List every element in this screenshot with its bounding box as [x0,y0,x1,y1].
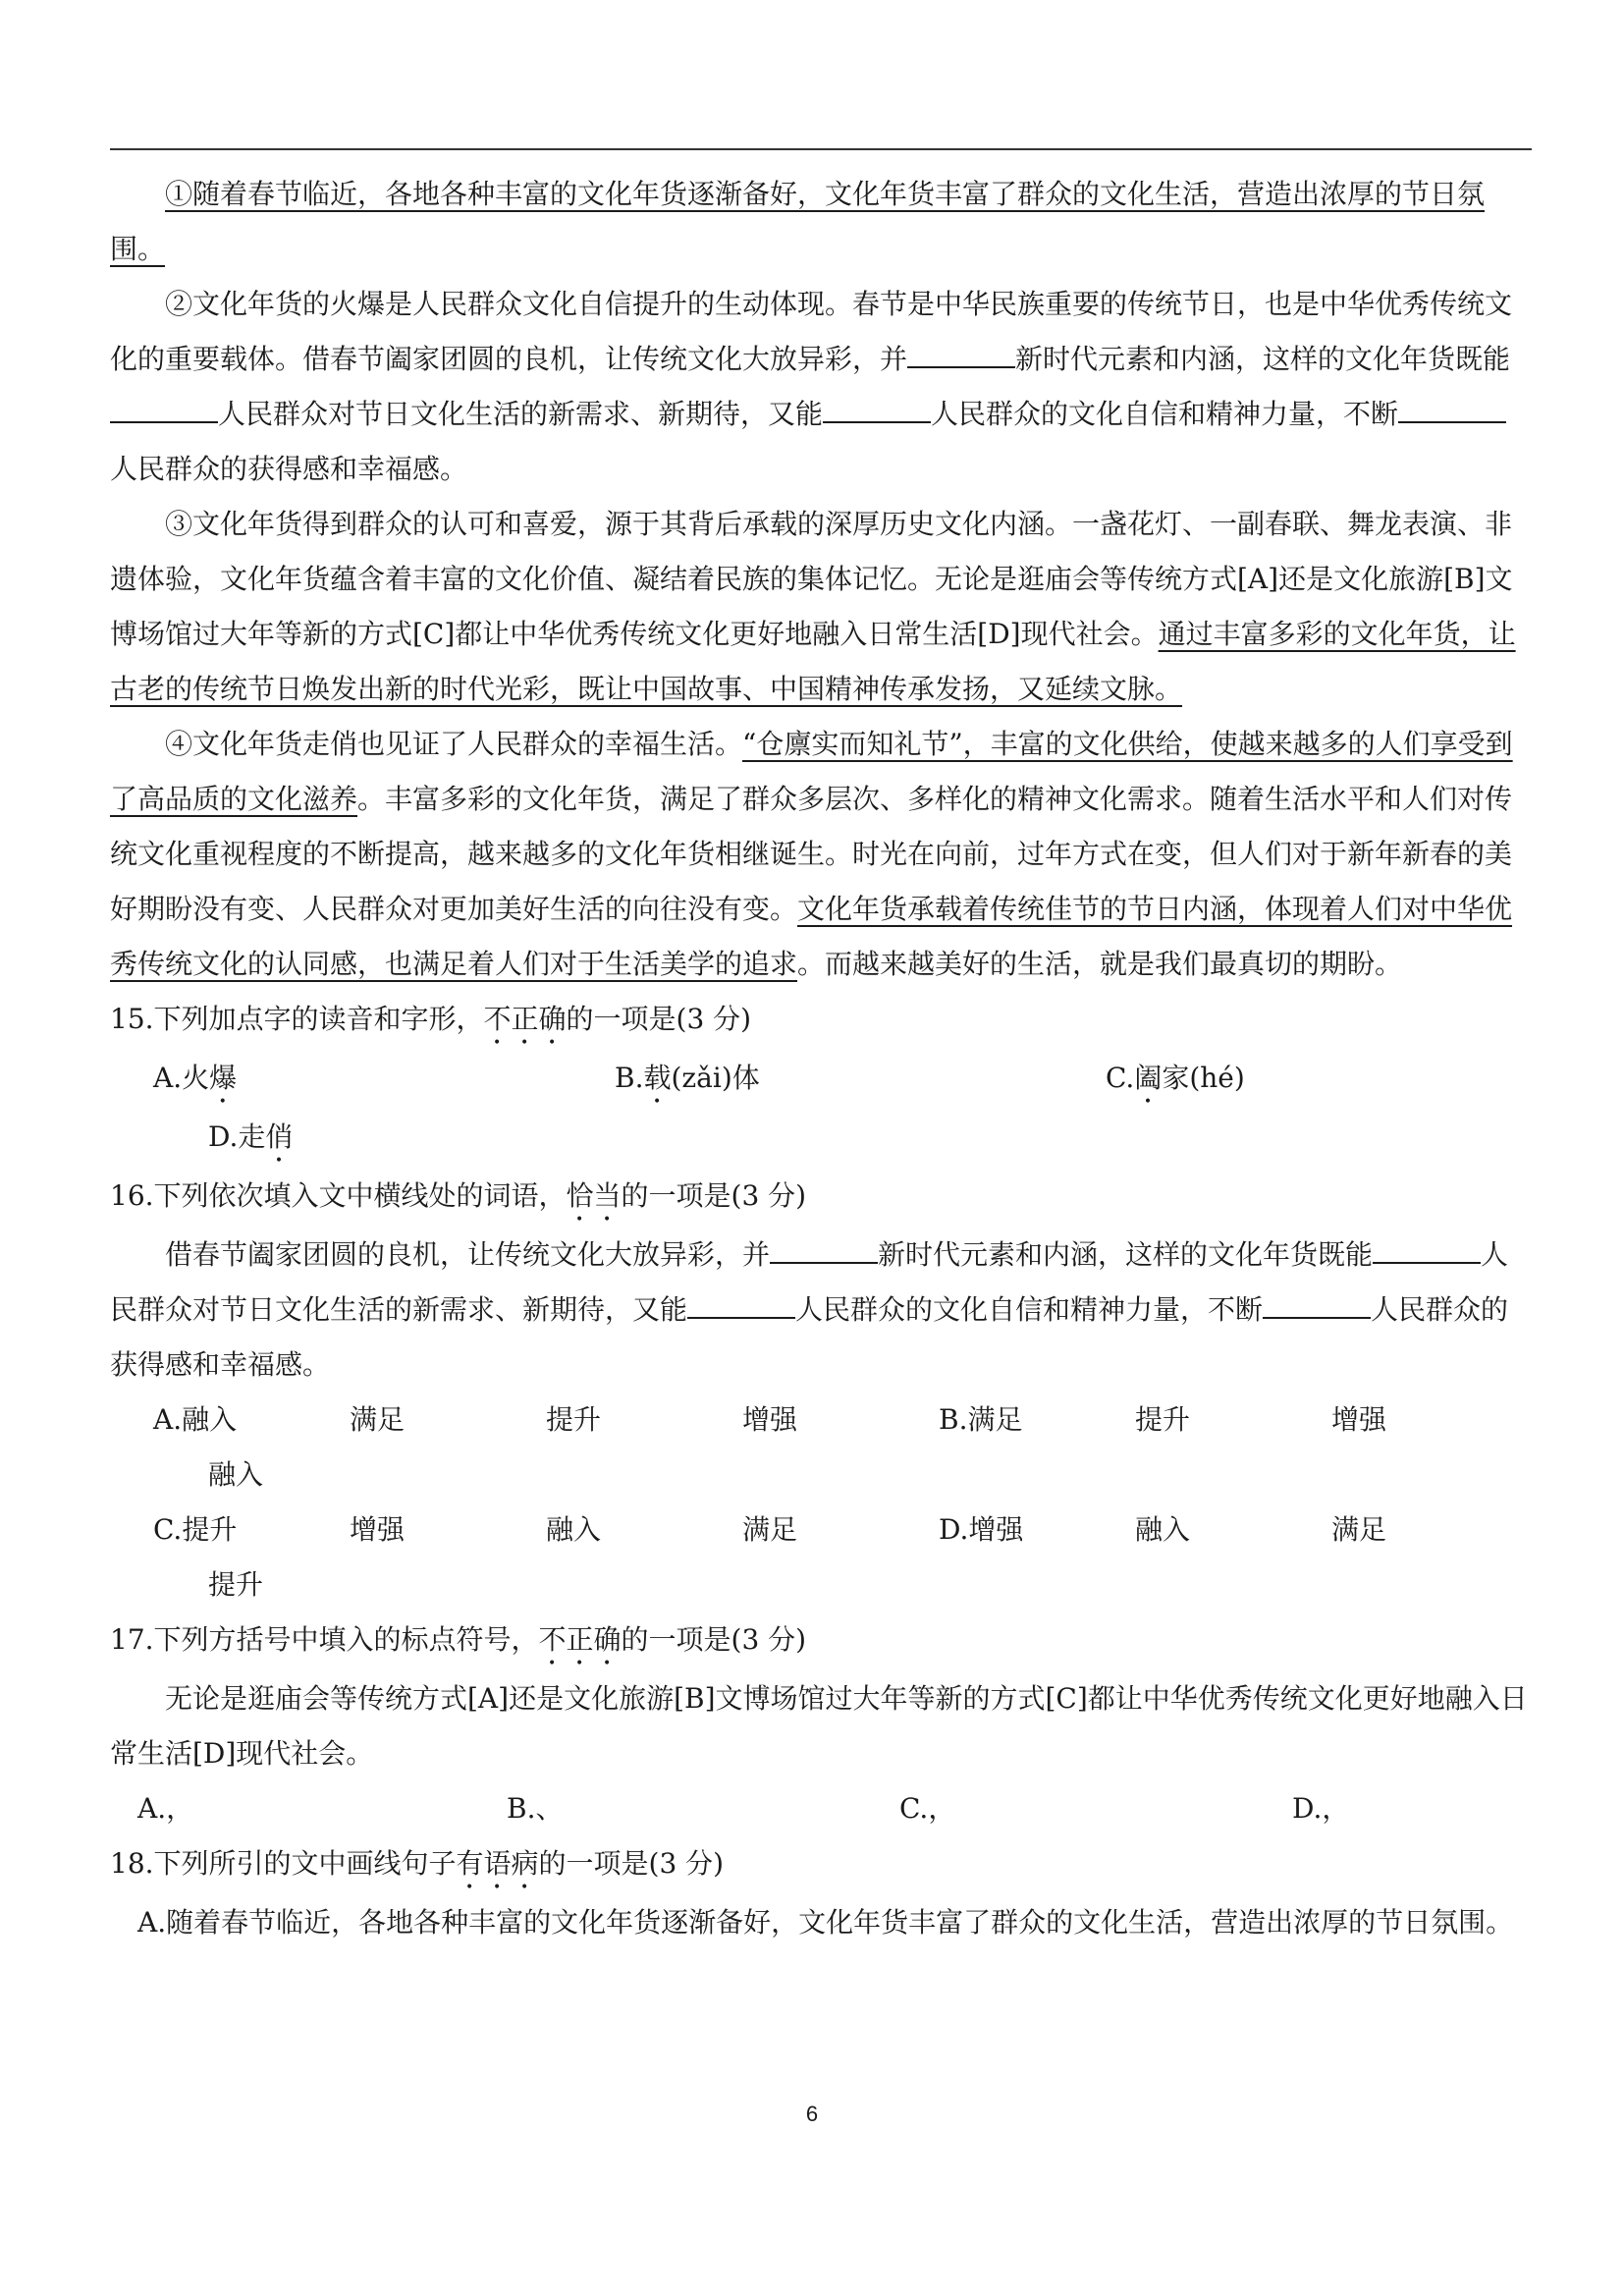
paragraph-2-text-b: 新时代元素和内涵，这样的文化年货既能 [1015,343,1511,375]
q16-option-c-word: 融入 [546,1513,602,1546]
q15-option-a[interactable] [153,1051,615,1110]
q17-option-a[interactable]: A.， [137,1792,194,1825]
paragraph-2-text-d: 人民群众的文化自信和精神力量，不断 [931,398,1399,430]
q16-option-a-word: 满足 [350,1403,406,1436]
paragraph-4-text-b: 。丰富多彩的文化年货，满足了群众多层次、多样化的精神文化需求。随着生活水平和人们对传统文化重视程度的不断提高，越来越多的文化年货相继诞生。时光在向前，过年方式在变，但人们对于新年新春的美好期盼没有变、人民群众对更加美好生活的向往没有变。 [110,783,1513,925]
q16-option-b[interactable]: B.满足 [939,1403,1023,1436]
underlined-sentence-4b: 文化年货承载着传统佳节的节日内涵，体现着人们对中华优秀传统文化的认同感，也满足着人们对于生活美学的追求 [110,893,1513,980]
paragraph-4-text-c: 。而越来越美好的生活，就是我们最真切的期盼。 [797,948,1403,980]
q15-a-dot: 爆 [209,1062,238,1094]
q16-option-a[interactable]: A.融入 [153,1403,238,1436]
paragraph-4 [110,717,1532,992]
fill-blank [1398,394,1506,423]
q15-option-d[interactable] [153,1110,1532,1169]
question-17-options [137,1781,1532,1836]
q18-suffix: 的一项是(3 分) [538,1847,725,1880]
question-17-passage: 无论是逛庙会等传统方式[A]还是文化旅游[B]文博场馆过大年等新的方式[C]都让中华优秀传统文化更好地融入日常生活[D]现代社会。 [110,1682,1528,1770]
q17-option-b[interactable]: B.、 [507,1792,564,1825]
q15-b-post: (zǎi)体 [671,1062,760,1094]
question-15-title [110,992,1532,1051]
q16-suffix: 的一项是(3 分) [621,1179,807,1212]
fill-blank [1263,1289,1371,1319]
question-16-title [110,1169,1532,1228]
q15-b-dot: 载 [643,1062,672,1094]
paragraph-4-text-a: ④文化年货走俏也见证了人民群众的幸福生活。 [165,728,743,760]
q16-option-c[interactable]: C.提升 [153,1513,238,1546]
q15-d-dot: 俏 [265,1120,294,1153]
fill-blank [687,1289,795,1319]
q16-emphasis: 恰当 [566,1179,622,1212]
question-16-passage [110,1228,1532,1393]
q15-b-text: B. [615,1062,644,1094]
question-18-title [110,1836,1532,1895]
q16-text-2: 新时代元素和内涵，这样的文化年货既能 [878,1238,1374,1271]
fill-blank [907,339,1015,368]
q15-c-text: C. [1106,1062,1135,1094]
q17-prefix: 17.下列方括号中填入的标点符号， [110,1623,539,1656]
q17-option-d[interactable]: D.， [1292,1792,1350,1825]
q15-option-b[interactable] [615,1051,1106,1110]
q16-option-d-word: 满足 [1331,1513,1387,1546]
q15-suffix: 的一项是(3 分) [566,1003,752,1035]
underlined-sentence-4a: “仓廪实而知礼节”，丰富的文化供给，使越来越多的人们享受到了高品质的文化滋养 [110,728,1513,815]
q15-c-post: 家(hé) [1162,1062,1245,1094]
question-16-options [153,1393,1532,1612]
q17-option-c[interactable]: C.， [899,1792,956,1825]
q16-option-b-word: 融入 [208,1458,264,1491]
fill-blank [110,394,218,423]
q16-option-d-word: 提升 [208,1568,264,1601]
q15-emphasis: 不正确 [483,1003,567,1035]
q16-option-a-word: 增强 [742,1403,798,1436]
question-15-options [153,1051,1532,1169]
underlined-sentence-3: 通过丰富多彩的文化年货，让古老的传统节日焕发出新的时代光彩，既让中国故事、中国精神传承发扬，又延续文脉。 [110,618,1516,705]
underlined-sentence-1: ①随着春节临近，各地各种丰富的文化年货逐渐备好，文化年货丰富了群众的文化生活，营造出浓厚的节日氛围。 [110,178,1486,265]
q16-option-b-word: 增强 [1331,1403,1387,1436]
q16-text-5: 人民群众的获得感和幸福感。 [110,1293,1509,1381]
q15-c-dot: 阖 [1134,1062,1163,1094]
fill-blank [770,1234,878,1264]
q15-option-c[interactable] [1106,1051,1245,1110]
q16-option-b-word: 提升 [1135,1403,1191,1436]
q16-option-a-word: 提升 [546,1403,602,1436]
question-17-title [110,1612,1532,1671]
paragraph-3 [110,497,1532,717]
paragraph-2-text-c: 人民群众对节日文化生活的新需求、新期待，又能 [218,398,824,430]
q17-suffix: 的一项是(3 分) [621,1623,807,1656]
header-rule [110,148,1532,150]
q16-text-4: 人民群众的文化自信和精神力量，不断 [795,1293,1264,1326]
q18-prefix: 18.下列所引的文中画线句子 [110,1847,457,1880]
q15-d-text: D.走 [208,1120,266,1153]
paragraph-1 [110,167,1532,277]
q15-prefix: 15.下列加点字的读音和字形， [110,1003,484,1035]
fill-blank [1373,1234,1481,1264]
q16-text-1: 借春节阖家团圆的良机，让传统文化大放异彩，并 [165,1238,771,1271]
q16-text-3: 人民群众对节日文化生活的新需求、新期待，又能 [110,1238,1509,1326]
q15-a-text: A.火 [153,1062,210,1094]
paragraph-2 [110,277,1532,497]
fill-blank [823,394,931,423]
q16-option-c-word: 满足 [742,1513,798,1546]
q16-prefix: 16.下列依次填入文中横线处的词语， [110,1179,567,1212]
q18-option-a[interactable]: A.随着春节临近，各地各种丰富的文化年货逐渐备好，文化年货丰富了群众的文化生活，营造出浓厚的节日氛围。 [137,1906,1514,1939]
q16-option-c-word: 增强 [350,1513,406,1546]
q17-emphasis: 不正确 [538,1623,622,1656]
page-number: 6 [805,2102,819,2126]
paragraph-2-text-e: 人民群众的获得感和幸福感。 [110,453,468,485]
q18-emphasis: 有语病 [456,1847,539,1880]
paragraph-3-text: ③文化年货得到群众的认可和喜爱，源于其背后承载的深厚历史文化内涵。一盏花灯、一副春联、舞龙表演、非遗体验，文化年货蕴含着丰富的文化价值、凝结着民族的集体记忆。无论是逛庙会等传统方式[A]还是文化旅游[B]文博场馆过大年等新的方式[C]都让中华优秀传统文化更好地融入日常生活[D]现代社会。 [110,508,1513,650]
paragraph-2-text-a: ②文化年货的火爆是人民群众文化自信提升的生动体现。春节是中华民族重要的传统节日，也是中华优秀传统文化的重要载体。借春节阖家团圆的良机，让传统文化大放异彩，并 [110,288,1513,375]
page-content [110,167,1532,1950]
q16-option-d[interactable]: D.增强 [939,1513,1024,1546]
q16-option-d-word: 融入 [1135,1513,1191,1546]
